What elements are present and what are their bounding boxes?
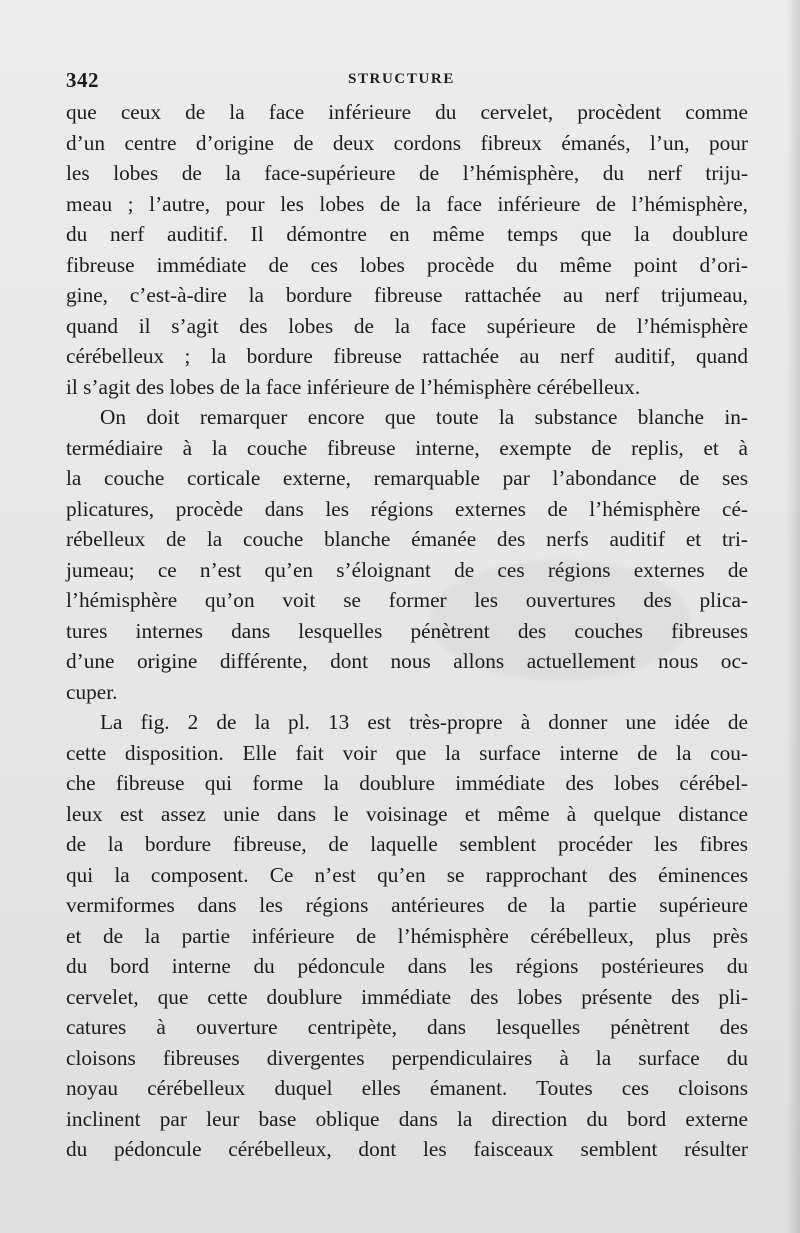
text-line: gine, c’est-à-dire la bordure fibreuse rattachée au nerf trijumeau,	[66, 283, 748, 307]
text-line: vermiformes dans les régions antérieures de la partie supérieure	[66, 893, 748, 917]
text-line: plicatures, procède dans les régions externes de l’hémisphère cé-	[66, 496, 748, 521]
running-head: STRUCTURE	[348, 71, 455, 87]
text-line: tures internes dans lesquelles pénètrent des couches fibreuses	[66, 618, 748, 643]
text-line: les lobes de la face-supérieure de l’hémisphère, du nerf triju-	[66, 161, 748, 185]
text-line: d’une origine différente, dont nous allons actuellement nous oc-	[66, 649, 748, 673]
text-line: la couche corticale externe, remarquable par l’abondance de ses	[66, 466, 748, 490]
text-line: termédiaire à la couche fibreuse interne, exempte de replis, et à	[66, 435, 748, 460]
text-line: meau ; l’autre, pour les lobes de la face inférieure de l’hémisphère,	[66, 191, 748, 216]
text-line: du nerf auditif. Il démontre en même temps que la doublure	[66, 222, 748, 246]
text-line: rébelleux de la couche blanche émanée des nerfs auditif et tri-	[66, 527, 748, 551]
page-header	[66, 68, 746, 96]
body-text	[66, 97, 748, 1165]
text-line: cérébelleux ; la bordure fibreuse rattachée au nerf auditif, quand	[66, 344, 748, 368]
text-line: fibreuse immédiate de ces lobes procède du même point d’ori-	[66, 252, 748, 277]
text-line: du pédoncule cérébelleux, dont les faisceaux semblent résulter	[66, 1137, 748, 1161]
text-line: qui la composent. Ce n’est qu’en se rapprochant des éminences	[66, 862, 748, 887]
text-line: On doit remarquer encore que toute la substance blanche in-	[100, 405, 748, 429]
text-line: cloisons fibreuses divergentes perpendiculaires à la surface du	[66, 1045, 748, 1070]
text-line: du bord interne du pédoncule dans les régions postérieures du	[66, 954, 748, 978]
text-line: quand il s’agit des lobes de la face supérieure de l’hémisphère	[66, 313, 748, 338]
text-line: cuper.	[66, 679, 118, 704]
text-line: inclinent par leur base oblique dans la direction du bord externe	[66, 1106, 748, 1131]
text-line: l’hémisphère qu’on voit se former les ouvertures des plica-	[66, 588, 748, 612]
text-line: de la bordure fibreuse, de laquelle semblent procéder les fibres	[66, 832, 748, 856]
text-line: d’un centre d’origine de deux cordons fibreux émanés, l’un, pour	[66, 130, 748, 155]
text-line: leux est assez unie dans le voisinage et même à quelque distance	[66, 801, 748, 826]
text-line: il s’agit des lobes de la face inférieure de l’hémisphère cérébelleux.	[66, 374, 641, 399]
text-line: noyau cérébelleux duquel elles émanent. Toutes ces cloisons	[66, 1076, 748, 1100]
text-line: cervelet, que cette doublure immédiate des lobes présente des pli-	[66, 984, 748, 1009]
page-number: 342	[66, 68, 99, 92]
text-line: La fig. 2 de la pl. 13 est très-propre à donner une idée de	[100, 710, 748, 734]
text-line: et de la partie inférieure de l’hémisphère cérébelleux, plus près	[66, 923, 748, 948]
page-edge-shadow	[786, 0, 800, 1233]
text-line: cette disposition. Elle fait voir que la surface interne de la cou-	[66, 740, 748, 765]
text-line: che fibreuse qui forme la doublure immédiate des lobes cérébel-	[66, 771, 748, 795]
text-line: catures à ouverture centripète, dans lesquelles pénètrent des	[66, 1015, 748, 1039]
text-line: jumeau; ce n’est qu’en s’éloignant de ces régions externes de	[66, 557, 748, 582]
text-line: que ceux de la face inférieure du cervelet, procèdent comme	[66, 100, 748, 124]
